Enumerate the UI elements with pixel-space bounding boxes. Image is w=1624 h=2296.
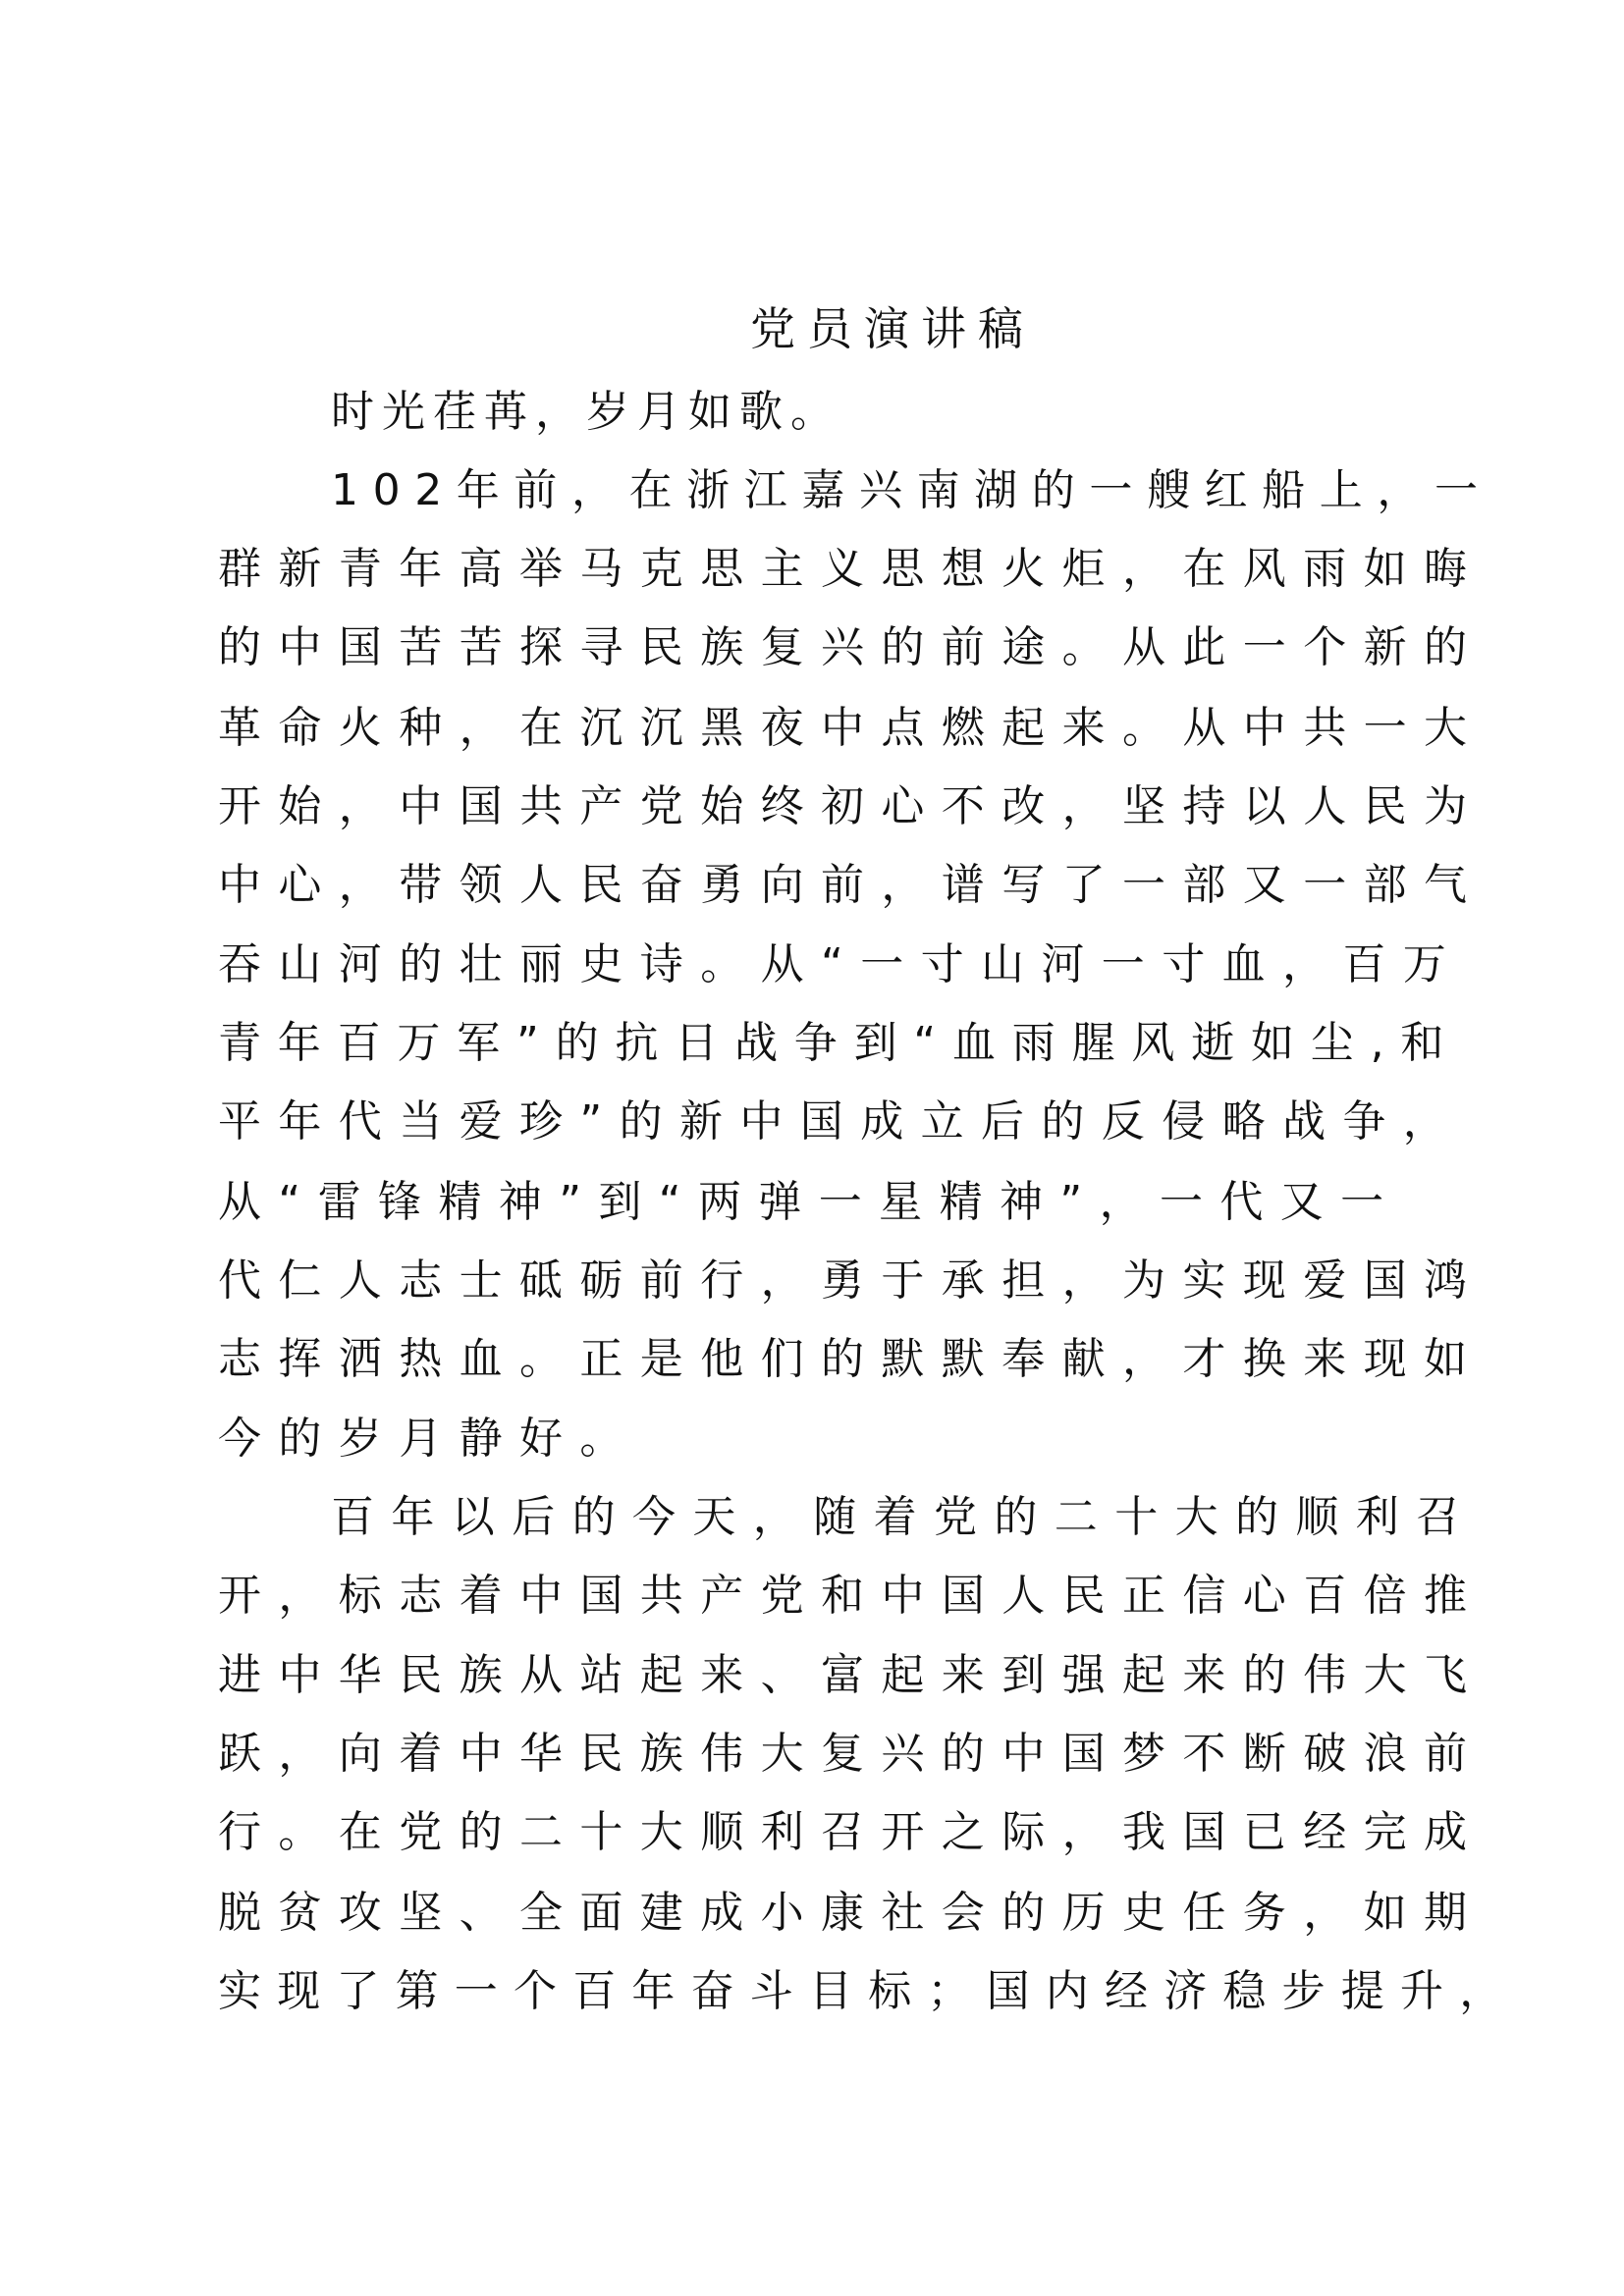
text-line: 的中国苦苦探寻民族复兴的前途。从此一个新的 (218, 622, 1485, 672)
text-line: 群新青年高举马克思主义思想火炬，在风雨如晦 (218, 544, 1485, 594)
document-title: 党员演讲稿 (750, 302, 1035, 355)
text-line: 脱贫攻坚、全面建成小康社会的历史任务，如期 (218, 1888, 1485, 1938)
text-line: 百年以后的今天，随着党的二十大的顺利召 (331, 1492, 1477, 1542)
text-line: 实现了第一个百年奋斗目标；国内经济稳步提升， (218, 1966, 1519, 2016)
text-line: 跃，向着中华民族伟大复兴的中国梦不断破浪前 (218, 1729, 1485, 1779)
text-line: 时光荏苒，岁月如歌。 (331, 387, 841, 437)
text-line: 开，标志着中国共产党和中国人民正信心百倍推 (218, 1571, 1485, 1621)
text-line: 从“雷锋精神”到“两弹一星精神”，一代又一 (218, 1177, 1401, 1227)
text-line: 代仁人志士砥砺前行，勇于承担，为实现爱国鸿 (218, 1255, 1485, 1306)
text-line: 青年百万军”的抗日战争到“血雨腥风逝如尘,和 (218, 1018, 1461, 1068)
text-line: 中心，带领人民奋勇向前，谱写了一部又一部气 (218, 860, 1485, 910)
text-line: 志挥洒热血。正是他们的默默奉献，才换来现如 (218, 1334, 1485, 1384)
text-line: 行。在党的二十大顺利召开之际，我国已经完成 (218, 1807, 1485, 1857)
text-line: 革命火种，在沉沉黑夜中点燃起来。从中共一大 (218, 703, 1485, 753)
text-line: 102年前，在浙江嘉兴南湖的一艘红船上，一 (331, 465, 1492, 515)
text-line: 开始，中国共产党始终初心不改，坚持以人民为 (218, 781, 1485, 831)
text-line: 进中华民族从站起来、富起来到强起来的伟大飞 (218, 1650, 1485, 1700)
text-line: 今的岁月静好。 (218, 1414, 640, 1464)
text-line: 平年代当爱珍”的新中国成立后的反侵略战争， (218, 1096, 1464, 1147)
text-line: 吞山河的壮丽史诗。从“一寸山河一寸血，百万 (218, 939, 1464, 989)
